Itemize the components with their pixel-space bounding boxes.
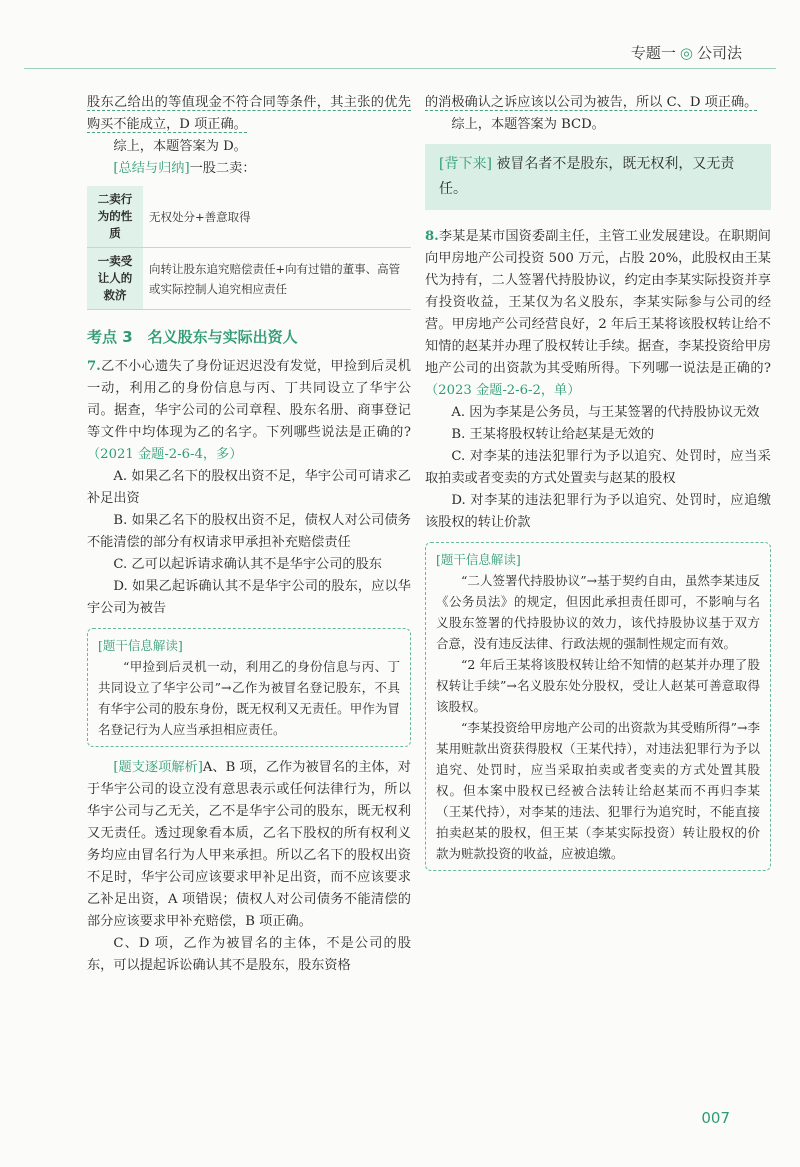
info-box-tag: [题干信息解读] (436, 552, 521, 567)
summary-text: 一股二卖： (189, 161, 256, 176)
right-paragraph-2: 综上，本题答案为 BCD。 (451, 117, 605, 132)
chapter-header (631, 42, 742, 63)
summary-tag: [总结与归纳] (113, 161, 190, 176)
info-box-text: “李某投资给甲房地产公司的出资款为其受贿所得”→李某用赃款出资获得股权（王某代持），对违法犯罪行为予以追究、处罚时，应当采取拍卖或者变卖的方式处置其股权。但本案中股权已经被合法转让给赵某而不再归李某（王某代持），对李某的违法、犯罪行为追究时，不能直接拍卖赵某的股权，但王某（李某实际投资）转让股权的价款为赃款投资的收益，应被追缴。 (436, 720, 760, 861)
question-8-stem: 8.李某是某市国资委副主任，主管工业发展建设。在职期间向甲房地产公司投资 500 万元，占股 20%，此股权由王某代为持有，二人签署代持股协议，约定由李某实际投资并享有投资收益，王某仅为名义股东，李某实际参与公司的经营。甲房地产公司经营良好，2 年后王某将该股权转让给不知情的赵某并办理了股权转让手续。据查，李某投资给甲房地产公司的出资款为其受贿所得。下列哪一说法是正确的?（2023 金题-2-6-2，单） (425, 229, 771, 398)
question-7-stem: 7.乙不小心遗失了身份证迟迟没有发觉，甲捡到后灵机一动，利用乙的身份信息与丙、丁共同设立了华宇公司。据查，华宇公司的公司章程、股东名册、商事登记等文件中均体现为乙的名字。下列哪些说法是正确的?（2021 金题-2-6-4，多） (87, 359, 411, 462)
memo-tag: [背下来] (439, 156, 492, 172)
table-content-cell: 无权处分+善意取得 (143, 186, 411, 248)
question-7-source: （2021 金题-2-6-4，多） (87, 447, 243, 462)
section-title: 考点 3 名义股东与实际出资人 (87, 328, 298, 346)
analysis-paragraph-2: C、D 项，乙作为被冒名的主体，不是公司的股东，可以提起诉讼确认其不是股东，股东资格 (87, 936, 411, 973)
analysis-paragraph-1: [题支逐项解析]A、B 项，乙作为被冒名的主体，对于华宇公司的设立没有意思表示或任何法律行为，所以华宇公司与乙无关，乙不是华宇公司的股东，既无权利又无责任。透过现象看本质，乙名下股权的所有权利义务均应由冒名行为人甲来承担。所以乙名下的股权出资不足时，华宇公司应该要求甲补足出资，而不应该要求乙补足出资，A 项错误；债权人对公司债务不能清偿的部分应该要求甲补充赔偿，B 项正确。 (87, 760, 411, 929)
page-number: 007 (701, 1109, 730, 1127)
question-8-info-box (425, 542, 771, 871)
question-8-option: B. 王某将股权转让给赵某是无效的 (451, 427, 655, 442)
question-8-option: A. 因为李某是公务员，与王某签署的代持股协议无效 (451, 405, 760, 420)
left-paragraph-1: 股东乙给出的等值现金不符合同等条件，其主张的优先购买不能成立，D 项正确。 (87, 95, 411, 132)
info-box-text: “甲捡到后灵机一动，利用乙的身份信息与丙、丁共同设立了华宇公司”→乙作为被冒名登记股东，不具有华宇公司的股东身份，既无权利又无责任。甲作为冒名登记行为人应当承担相应责任。 (98, 659, 400, 737)
table-row (87, 186, 411, 248)
chapter-label: 专题一 (630, 44, 676, 62)
table-head-cell: 一卖受让人的救济 (87, 248, 143, 310)
question-7-info-box (87, 628, 411, 747)
question-7-option: A. 如果乙名下的股权出资不足，华宇公司可请求乙补足出资 (87, 469, 411, 506)
question-7-option: D. 如果乙起诉确认其不是华宇公司的股东，应以华宇公司为被告 (87, 579, 411, 616)
chapter-title: 公司法 (696, 44, 742, 62)
info-box-text: “2 年后王某将该股权转让给不知情的赵某并办理了股权转让手续”→名义股东处分股权，受让人赵某可善意取得该股权。 (436, 657, 760, 714)
right-column (425, 92, 771, 881)
bullet-icon: ◎ (679, 44, 693, 62)
analysis-tag: [题支逐项解析] (113, 760, 203, 775)
summary-table (87, 186, 411, 310)
question-8-number: 8. (425, 229, 439, 244)
question-8-option: D. 对李某的违法犯罪行为予以追究、处罚时，应追缴该股权的转让价款 (425, 493, 771, 530)
table-head-cell: 二卖行为的性质 (87, 186, 143, 248)
left-column (87, 92, 411, 977)
right-paragraph-1: 的消极确认之诉应该以公司为被告，所以 C、D 项正确。 (425, 95, 758, 110)
table-content-cell: 向转让股东追究赔偿责任+向有过错的董事、高管或实际控制人追究相应责任 (143, 248, 411, 310)
info-box-text: “二人签署代持股协议”→基于契约自由，虽然李某违反《公务员法》的规定，但因此承担责任即可，不影响与名义股东签署的代持股协议的效力，该代持股协议基于双方合意，没有违反法律、行政法规的强制性规定而有效。 (436, 573, 760, 651)
question-8-source: （2023 金题-2-6-2，单） (425, 383, 581, 398)
table-row (87, 248, 411, 310)
info-box-tag: [题干信息解读] (98, 638, 183, 653)
left-paragraph-2: 综上，本题答案为 D。 (113, 139, 247, 154)
question-8-option: C. 对李某的违法犯罪行为予以追究、处罚时，应当采取拍卖或者变卖的方式处置卖与赵某的股权 (425, 449, 771, 486)
question-7-option: B. 如果乙名下的股权出资不足，债权人对公司债务不能清偿的部分有权请求甲承担补充赔偿责任 (87, 513, 411, 550)
memo-box (425, 144, 771, 210)
header-divider (24, 68, 776, 69)
memo-text: 被冒名者不是股东，既无权利，又无责任。 (439, 156, 735, 197)
summary-line (87, 158, 411, 180)
question-7-option: C. 乙可以起诉请求确认其不是华宇公司的股东 (113, 557, 382, 572)
question-7-number: 7. (87, 359, 101, 374)
